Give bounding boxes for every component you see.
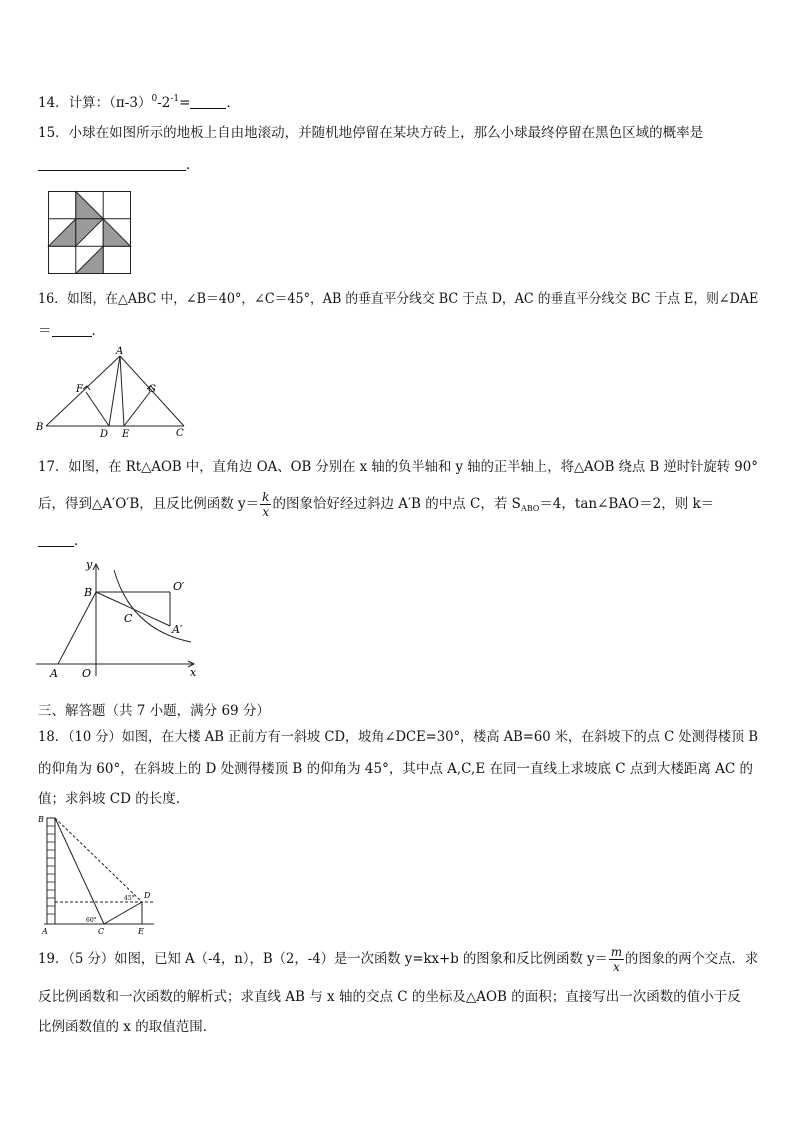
question-18-line1: 18．（10 分）如图，在大楼 AB 正前方有一斜坡 CD，坡角∠DCE=30°，楼高 AB=60 米，在斜坡下的点 C 处测得楼顶 B (38, 729, 759, 745)
q14-end: ． (226, 95, 240, 111)
section-3-header: 三、解答题（共 7 小题，满分 69 分） (38, 703, 270, 719)
q17-line1: 17．如图，在 Rt△AOB 中，直角边 OA、OB 分别在 x 轴的负半轴和 y 轴的正半轴上，将△AOB 绕点 B 逆时针旋转 90° (38, 459, 758, 475)
q14-text-b: -2 (157, 95, 171, 111)
q17-label-y: y (86, 558, 93, 571)
q15-shaded-triangle (49, 219, 76, 246)
q18-label-D: D (144, 891, 151, 900)
question-17-answer (38, 532, 88, 550)
q17-line2-a: 后，得到△A′O′B，且反比例函数 y＝ (38, 496, 260, 512)
q19-fraction (609, 945, 624, 974)
question-16 (38, 290, 758, 308)
q15-tile-figure (48, 191, 132, 275)
question-14 (38, 90, 240, 112)
q17-label-A: A (50, 667, 58, 680)
q17-label-O-prime: O′ (173, 580, 185, 593)
q16-prefix: ＝ (38, 323, 52, 339)
question-18-line2: 的仰角为 60°，在斜坡上的 D 处测得楼顶 B 的仰角为 45°，其中点 A,C,E 在同一直线上求坡底 C 点到大楼距离 AC 的 (38, 761, 754, 777)
q17-line2-c: ＝4，tan∠BAO＝2，则 k＝ (539, 496, 715, 512)
q17-label-O: O (82, 667, 92, 680)
q16-label-F: F (76, 384, 83, 395)
q16-triangle-figure (36, 348, 196, 438)
q16-label-D: D (100, 429, 109, 440)
q17-frac-den: x (262, 505, 270, 519)
q14-text-a: 14．计算：（π-3） (38, 95, 152, 111)
q17-label-x: x (190, 666, 197, 679)
question-18-line3: 值；求斜坡 CD 的长度. (38, 791, 181, 807)
q17-label-C: C (124, 612, 133, 625)
q15-end: ． (186, 157, 200, 173)
q16-label-G: G (148, 384, 156, 395)
q19-line1-a: 19．（5 分）如图，已知 A（-4，n），B（2，-4）是一次函数 y=kx+b 的图象和反比例函数 y＝ (38, 951, 608, 967)
q19-frac-den: x (613, 960, 620, 974)
q16-label-B: B (36, 422, 44, 433)
q15-line1: 15．小球在如图所示的地板上自由地滚动，并随机地停留在某块方砖上，那么小球最终停留在黑色区域的概率是 (38, 125, 704, 141)
question-15 (38, 124, 703, 142)
q18-angle-60: 60° (86, 917, 97, 924)
q14-answer-blank (190, 94, 226, 109)
q17-fraction (260, 490, 271, 519)
question-17 (38, 458, 758, 476)
question-19-line3: 比例函数值的 x 的取值范围． (38, 1019, 217, 1035)
question-16-answer (38, 322, 105, 340)
q18-building-figure (36, 812, 166, 937)
q17-label-B: B (84, 586, 93, 599)
q18-label-A: A (42, 927, 48, 936)
q16-answer-blank (52, 322, 92, 337)
q18-angle-45: 45° (124, 895, 135, 902)
q14-exponent-b: -1 (170, 94, 180, 104)
q18-label-B: B (38, 815, 44, 824)
q19-frac-num: m (610, 945, 623, 959)
q16-label-E: E (122, 429, 130, 440)
q19-line1-b: 的图象的两个交点．求 (625, 951, 759, 967)
q17-label-A-prime: A′ (172, 623, 183, 636)
q18-label-E: E (138, 927, 144, 936)
q16-label-C: C (176, 428, 184, 439)
q18-label-C: C (98, 927, 105, 936)
q15-shaded-triangle (76, 192, 103, 219)
q17-frac-num: k (262, 490, 270, 504)
q17-answer-blank (38, 532, 74, 547)
question-19-line2: 反比例函数和一次函数的解析式；求直线 AB 与 x 轴的交点 C 的坐标及△AOB 的面积；直接写出一次函数的值小于反 (38, 989, 741, 1005)
q14-exponent-a: 0 (151, 94, 158, 104)
q15-answer-blank (38, 156, 186, 171)
q15-shaded-triangle (103, 219, 130, 246)
q16-end: ． (91, 323, 105, 339)
question-15-answer (38, 156, 200, 174)
q17-subscript: ABO (520, 504, 540, 513)
q16-line1: 16．如图，在△ABC 中，∠B＝40°，∠C＝45°，AB 的垂直平分线交 BC 于点 D，AC 的垂直平分线交 BC 于点 E，则∠DAE (38, 291, 759, 307)
q17-graph-figure (36, 556, 206, 681)
q15-shaded-triangle (76, 219, 103, 246)
q15-shaded-triangle (76, 246, 103, 273)
q17-end: ． (74, 533, 88, 549)
q17-line2-b: 的图象恰好经过斜边 A′B 的中点 C，若 S (272, 496, 521, 512)
question-17-line2 (38, 489, 714, 524)
question-19-line1 (38, 944, 758, 974)
q16-label-A: A (116, 346, 124, 357)
q14-text-c: = (179, 95, 191, 111)
